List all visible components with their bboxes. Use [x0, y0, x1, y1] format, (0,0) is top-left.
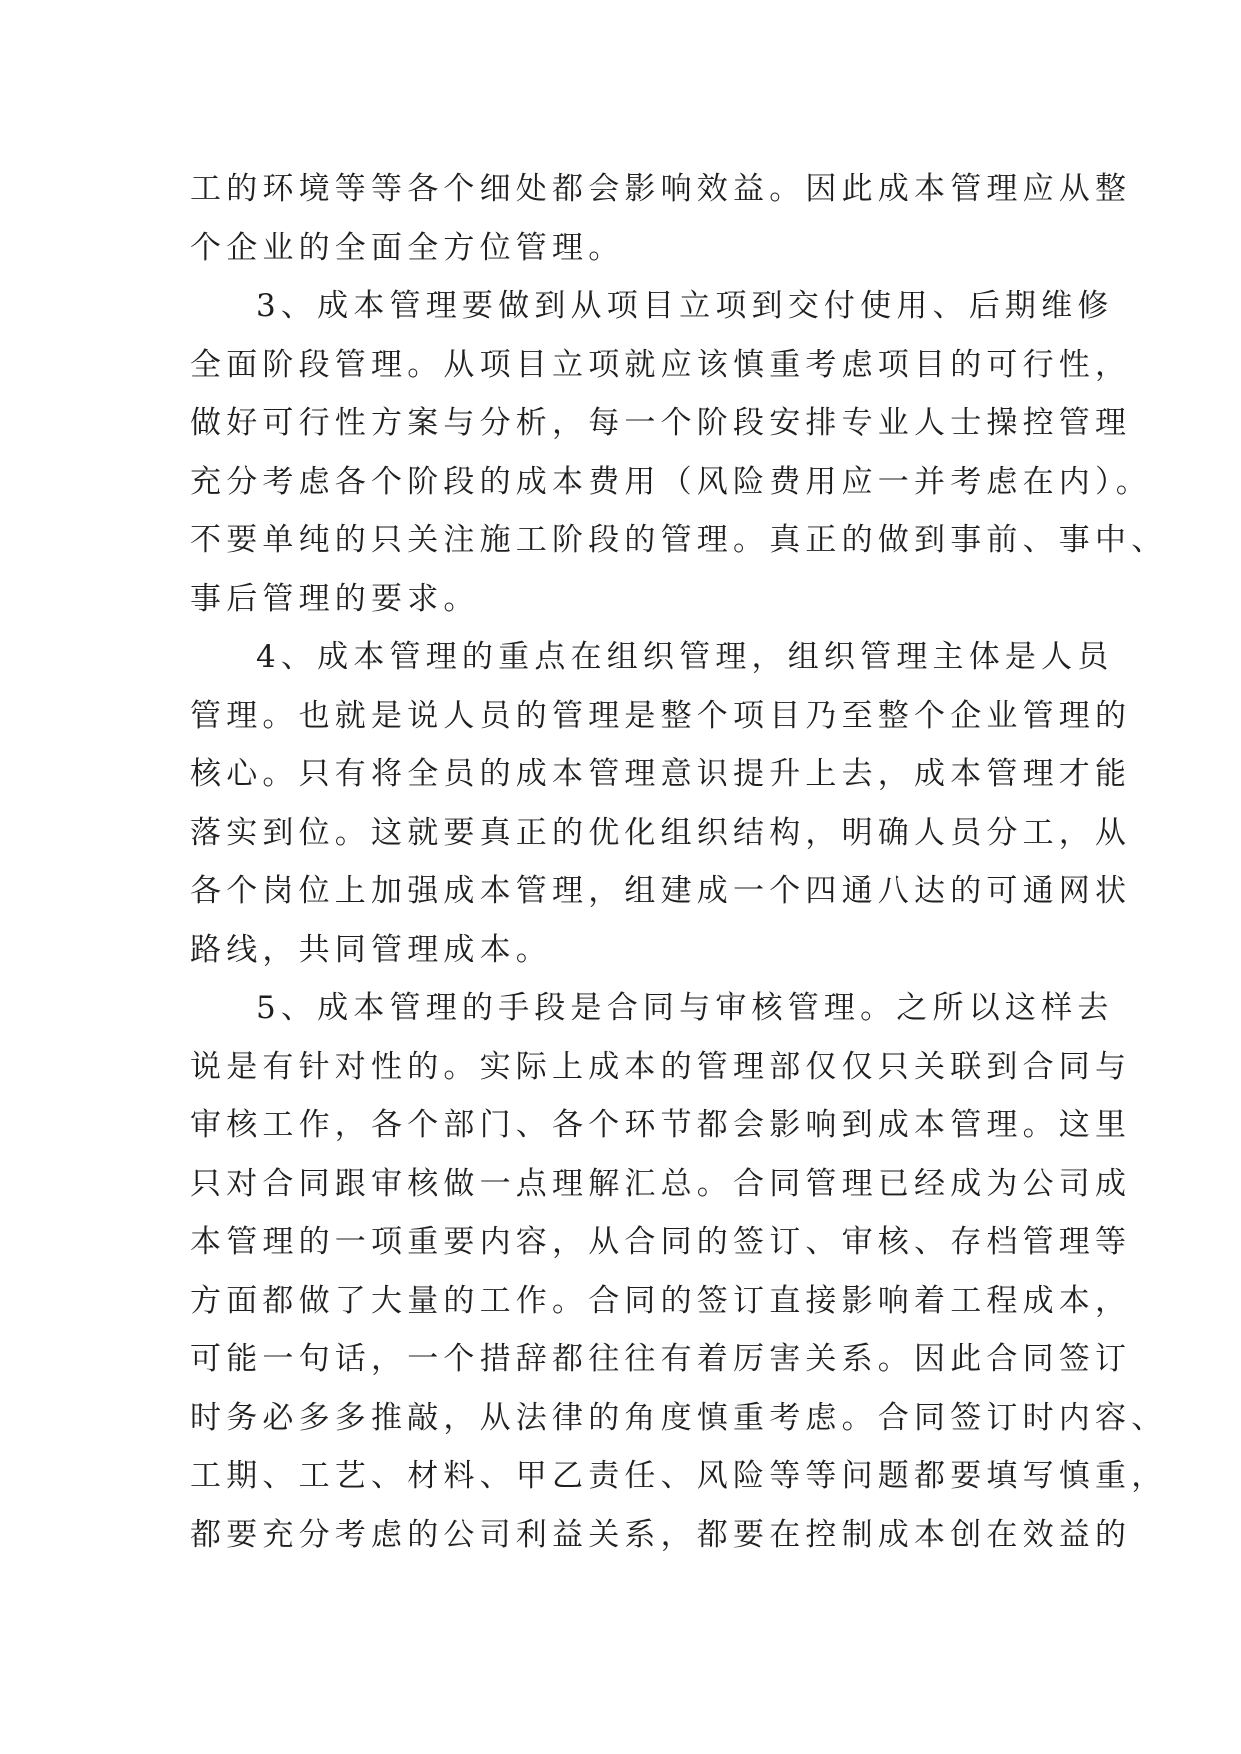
text-line-10: 管理。也就是说人员的管理是整个项目乃至整个企业管理的	[190, 697, 1132, 734]
text-line-13: 各个岗位上加强成本管理，组建成一个四通八达的可通网状	[190, 873, 1132, 909]
text-line-6: 充分考虑各个阶段的成本费用（风险费用应一并考虑在内）。	[190, 463, 1152, 500]
text-line-22: 时务必多多推敲，从法律的角度慎重考虑。合同签订时内容、	[190, 1399, 1168, 1436]
paragraph-4-start: 4、成本管理的重点在组织管理，组织管理主体是人员	[256, 639, 1114, 675]
text-line-14: 路线，共同管理成本。	[190, 931, 552, 968]
text-line-5: 做好可行性方案与分析，每一个阶段安排专业人士操控管理	[190, 405, 1132, 441]
text-line-16: 说是有针对性的。实际上成本的管理部仅仅只关联到合同与	[190, 1048, 1132, 1085]
text-line-21: 可能一句话，一个措辞都往往有着厉害关系。因此合同签订	[190, 1341, 1132, 1377]
text-line-24: 都要充分考虑的公司利益关系，都要在控制成本创在效益的	[190, 1516, 1132, 1553]
text-line-18: 只对合同跟审核做一点理解汇总。合同管理已经成为公司成	[190, 1165, 1132, 1202]
text-line-11: 核心。只有将全员的成本管理意识提升上去，成本管理才能	[190, 756, 1132, 792]
paragraph-5-start: 5、成本管理的手段是合同与审核管理。之所以这样去	[256, 990, 1114, 1026]
text-line-23: 工期、工艺、材料、甲乙责任、风险等等问题都要填写慎重，	[190, 1458, 1168, 1494]
text-line-1: 工的环境等等各个细处都会影响效益。因此成本管理应从整	[190, 171, 1132, 207]
text-line-20: 方面都做了大量的工作。合同的签订直接影响着工程成本，	[190, 1282, 1132, 1319]
text-line-2: 个企业的全面全方位管理。	[190, 229, 625, 266]
text-line-8: 事后管理的要求。	[190, 580, 480, 617]
body-text	[190, 160, 1168, 1564]
text-line-17: 审核工作，各个部门、各个环节都会影响到成本管理。这里	[190, 1107, 1132, 1143]
text-line-4: 全面阶段管理。从项目立项就应该慎重考虑项目的可行性，	[190, 346, 1132, 383]
text-line-19: 本管理的一项重要内容，从合同的签订、审核、存档管理等	[190, 1224, 1132, 1260]
text-line-7: 不要单纯的只关注施工阶段的管理。真正的做到事前、事中、	[190, 522, 1168, 558]
paragraph-3-start: 3、成本管理要做到从项目立项到交付使用、后期维修	[256, 288, 1114, 324]
text-line-12: 落实到位。这就要真正的优化组织结构，明确人员分工，从	[190, 814, 1132, 851]
